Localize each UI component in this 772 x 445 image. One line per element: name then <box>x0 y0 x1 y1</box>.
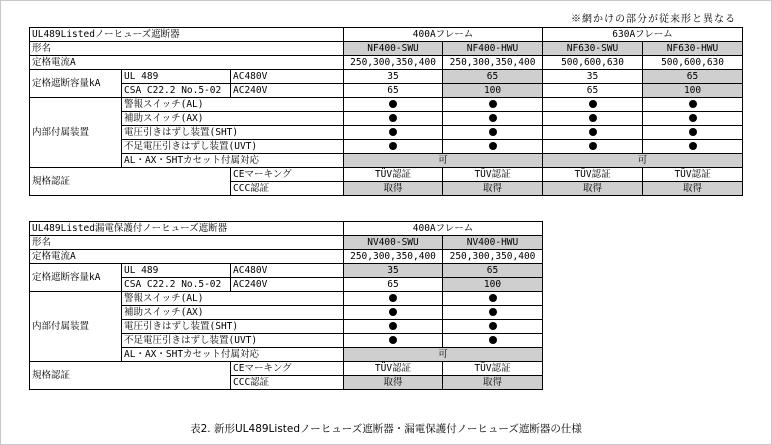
internal-accessory-label: 内部付属装置 <box>30 98 122 168</box>
ccc-label: CCC認証 <box>231 182 344 196</box>
model-label: 形名 <box>30 236 344 250</box>
available-dot-icon <box>389 294 397 302</box>
model-cell: NF400-SWU <box>344 42 443 56</box>
certification-label: 規格認証 <box>30 362 231 390</box>
table-title: UL489Listed漏電保護付ノーヒューズ遮断器 <box>30 222 344 236</box>
frame-header-400: 400Aフレーム <box>344 28 543 42</box>
ccc-value: 取得 <box>443 182 543 196</box>
available-dot-icon <box>389 100 397 108</box>
frame-header-400: 400Aフレーム <box>344 222 543 236</box>
available-dot-icon <box>589 100 597 108</box>
current-cell: 500,600,630 <box>643 56 743 70</box>
available-dot-icon <box>389 308 397 316</box>
current-cell: 250,300,350,400 <box>443 56 543 70</box>
standard-ul: UL 489 <box>122 70 231 84</box>
csa-value: 65 <box>344 278 443 292</box>
breaking-capacity-label: 定格遮断容量kA <box>30 70 122 98</box>
rated-current-label: 定格電流A <box>30 250 344 264</box>
standard-csa: CSA C22.2 No.5-02 <box>122 84 231 98</box>
accessory-shunt-trip: 電圧引きはずし装置(SHT) <box>122 126 344 140</box>
current-cell: 500,600,630 <box>543 56 643 70</box>
cassette-400: 可 <box>344 154 543 168</box>
nf-spec-table <box>29 27 743 196</box>
available-dot-icon <box>489 336 497 344</box>
available-dot-icon <box>489 142 497 150</box>
cassette-support-label: AL・AX・SHTカセット付属対応 <box>122 348 344 362</box>
ce-value: TÜV認証 <box>344 168 443 182</box>
accessory-undervoltage-trip: 不足電圧引きはずし装置(UVT) <box>122 140 344 154</box>
available-dot-icon <box>689 128 697 136</box>
available-dot-icon <box>589 114 597 122</box>
available-dot-icon <box>389 114 397 122</box>
model-label: 形名 <box>30 42 344 56</box>
ce-value: TÜV認証 <box>344 362 443 376</box>
ce-marking-label: CEマーキング <box>231 168 344 182</box>
ul-value: 65 <box>643 70 743 84</box>
cassette-400: 可 <box>344 348 543 362</box>
available-dot-icon <box>689 114 697 122</box>
available-dot-icon <box>489 322 497 330</box>
ccc-label: CCC認証 <box>231 376 344 390</box>
available-dot-icon <box>489 100 497 108</box>
voltage-480: AC480V <box>231 264 344 278</box>
ce-value: TÜV認証 <box>443 362 543 376</box>
internal-accessory-label: 内部付属装置 <box>30 292 122 362</box>
breaking-capacity-label: 定格遮断容量kA <box>30 264 122 292</box>
current-cell: 250,300,350,400 <box>443 250 543 264</box>
available-dot-icon <box>389 322 397 330</box>
accessory-aux-switch: 補助スイッチ(AX) <box>122 306 344 320</box>
ul-value: 35 <box>543 70 643 84</box>
nv-spec-table <box>29 221 543 390</box>
shading-note: ※網かけの部分が従来形と異なる <box>571 14 736 25</box>
certification-label: 規格認証 <box>30 168 231 196</box>
frame-header-630: 630Aフレーム <box>543 28 743 42</box>
accessory-alarm-switch: 警報スイッチ(AL) <box>122 98 344 112</box>
ce-value: TÜV認証 <box>543 168 643 182</box>
available-dot-icon <box>589 142 597 150</box>
available-dot-icon <box>689 142 697 150</box>
available-dot-icon <box>589 128 597 136</box>
csa-value: 100 <box>443 278 543 292</box>
ul-value: 65 <box>443 264 543 278</box>
available-dot-icon <box>489 128 497 136</box>
model-cell: NF630-HWU <box>643 42 743 56</box>
ul-value: 35 <box>344 264 443 278</box>
ccc-value: 取得 <box>643 182 743 196</box>
rated-current-label: 定格電流A <box>30 56 344 70</box>
ce-value: TÜV認証 <box>443 168 543 182</box>
ccc-value: 取得 <box>344 376 443 390</box>
table-caption: 表2. 新形UL489Listedノーヒューズ遮断器・漏電保護付ノーヒューズ遮断器の仕様 <box>190 423 582 435</box>
available-dot-icon <box>389 142 397 150</box>
ce-value: TÜV認証 <box>643 168 743 182</box>
available-dot-icon <box>389 128 397 136</box>
voltage-240: AC240V <box>231 84 344 98</box>
table-title: UL489Listedノーヒューズ遮断器 <box>30 28 344 42</box>
accessory-shunt-trip: 電圧引きはずし装置(SHT) <box>122 320 344 334</box>
model-cell: NV400-HWU <box>443 236 543 250</box>
voltage-480: AC480V <box>231 70 344 84</box>
ccc-value: 取得 <box>443 376 543 390</box>
csa-value: 100 <box>443 84 543 98</box>
ce-marking-label: CEマーキング <box>231 362 344 376</box>
accessory-aux-switch: 補助スイッチ(AX) <box>122 112 344 126</box>
standard-ul: UL 489 <box>122 264 231 278</box>
voltage-240: AC240V <box>231 278 344 292</box>
ul-value: 65 <box>443 70 543 84</box>
current-cell: 250,300,350,400 <box>344 250 443 264</box>
accessory-undervoltage-trip: 不足電圧引きはずし装置(UVT) <box>122 334 344 348</box>
available-dot-icon <box>489 308 497 316</box>
available-dot-icon <box>689 100 697 108</box>
csa-value: 65 <box>543 84 643 98</box>
standard-csa: CSA C22.2 No.5-02 <box>122 278 231 292</box>
available-dot-icon <box>489 114 497 122</box>
current-cell: 250,300,350,400 <box>344 56 443 70</box>
cassette-support-label: AL・AX・SHTカセット付属対応 <box>122 154 344 168</box>
csa-value: 100 <box>643 84 743 98</box>
ccc-value: 取得 <box>344 182 443 196</box>
model-cell: NF630-SWU <box>543 42 643 56</box>
available-dot-icon <box>489 294 497 302</box>
model-cell: NV400-SWU <box>344 236 443 250</box>
ul-value: 35 <box>344 70 443 84</box>
csa-value: 65 <box>344 84 443 98</box>
cassette-630: 可 <box>543 154 743 168</box>
ccc-value: 取得 <box>543 182 643 196</box>
available-dot-icon <box>389 336 397 344</box>
accessory-alarm-switch: 警報スイッチ(AL) <box>122 292 344 306</box>
model-cell: NF400-HWU <box>443 42 543 56</box>
